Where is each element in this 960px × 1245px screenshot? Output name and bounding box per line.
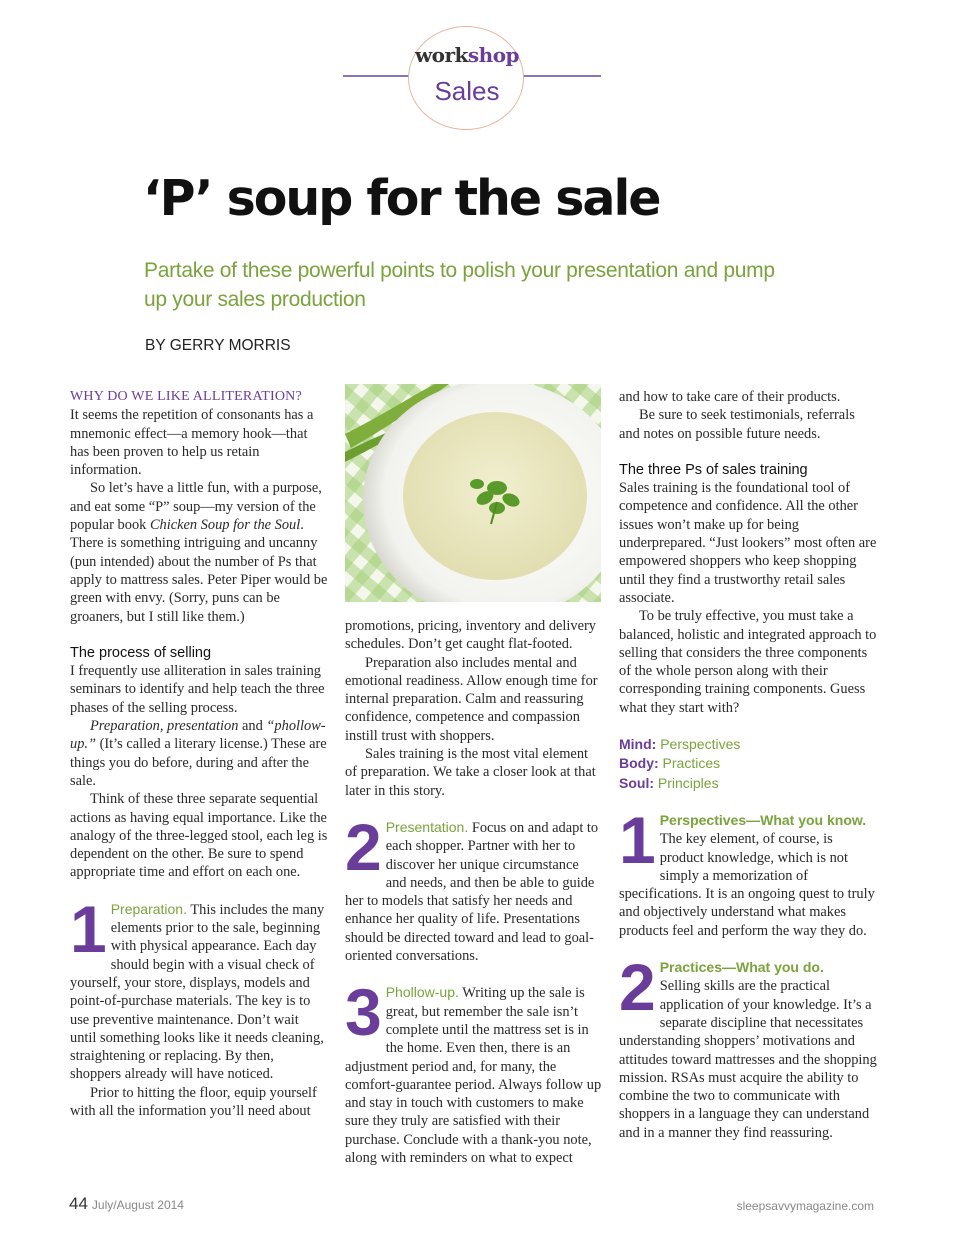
issue-date: July/August 2014 <box>91 1198 184 1212</box>
subhead-three-ps: The three Ps of sales training <box>619 461 808 478</box>
paragraph: It seems the repetition of consonants has a mnemonic effect—a memory hook—that has been proven to help us retain information. <box>70 407 314 479</box>
step-number: 2 <box>345 809 382 884</box>
subhead-process: The process of selling <box>70 644 212 661</box>
article-dek: Partake of these powerful points to polish your presentation and pump up your sales production <box>144 259 775 311</box>
kicker: WHY DO WE LIKE ALLITERATION? <box>70 389 302 404</box>
column-2 <box>345 388 603 1167</box>
paragraph: promotions, pricing, inventory and delivery schedules. Don’t get caught flat-footed. <box>345 618 596 653</box>
paragraph: To be truly effective, you must take a balanced, holistic and integrated approach to selling that considers the three components of the whole person along with their corresponding training components. Guess what they start with? <box>619 608 877 716</box>
body-line: Body: Practices <box>619 755 721 772</box>
numbered-section-perspectives: 1 Perspectives—What you know. The key element, of course, is product knowledge, which is not simply a memorization of specifications. It is an ongoing quest to truly and objectively understand what makes products feel and perform the way they do. <box>619 802 875 939</box>
step-number: 1 <box>619 802 656 877</box>
numbered-section-preparation: 1 Preparation. This includes the many elements prior to the sale, beginning with physical appearance. Each day should begin with a visual check of yourself, your store, displays, models and point-of-purchase materials. The key is to use preventive maintenance. Don’t wait until something looks like it needs cleaning, straightening or replacing. By then, shoppers already will have noticed. <box>70 891 325 1083</box>
article-title: ‘P’ soup for the sale <box>143 170 660 227</box>
website: sleepsavvymagazine.com <box>736 1199 874 1213</box>
paragraph: Preparation also includes mental and emotional readiness. Allow enough time for internal preparation. Calm and reassuring confidence, competence and compassion instill trust with shoppers. <box>345 654 598 744</box>
step-number: 1 <box>70 891 107 966</box>
paragraph: Preparation, presentation and “phollow-up.” (It’s called a literary license.) These are things you do before, during and after the sale. <box>70 718 327 789</box>
paragraph: Sales training is the most vital element of preparation. We take a closer look at that later in this story. <box>345 746 596 799</box>
paragraph: Sales training is the foundational tool of competence and confidence. All the other issues won’t make up for being underprepared. “Just lookers” most often are empowered shoppers who keep shopping until they find a trustworthy retail sales associate. <box>619 480 877 606</box>
paragraph: Think of these three separate sequential actions as having equal importance. Like the analogy of the three-legged stool, each leg is dependent on the other. Be sure to spend appropriate time and effort on each one. <box>70 791 328 881</box>
soup-bowl-photo <box>345 384 601 602</box>
numbered-section-presentation: 2 Presentation. Focus on and adapt to each shopper. Partner with her to discover her unique circumstance and needs, and then be able to guide her to models that satisfy her needs and enhance her quality of life. Presentations should be directed toward and lead to goal-oriented conversations. <box>345 809 599 965</box>
column-3 <box>619 388 877 1142</box>
byline: BY GERRY MORRIS <box>145 337 291 354</box>
step-number: 2 <box>619 950 656 1025</box>
folio <box>69 1194 184 1214</box>
page-number: 44 <box>69 1194 88 1213</box>
numbered-section-practices: 2 Practices—What you do. Selling skills are the practical application of your knowledge. It’s a separate discipline that necessitates understanding shoppers’ motivations and attitudes toward mattresses and the shopping mission. RSAs must acquire the ability to combine the two to communicate with shoppers in a language they can understand and in a manner they find reassuring. <box>619 950 877 1141</box>
paragraph: I frequently use alliteration in sales training seminars to identify and help teach the three phases of the selling process. <box>70 663 325 716</box>
paragraph: Be sure to seek testimonials, referrals and notes on possible future needs. <box>619 407 855 442</box>
soul-line: Soul: Principles <box>619 774 719 791</box>
step-number: 3 <box>345 975 382 1050</box>
mind-line: Mind: Perspectives <box>619 736 741 753</box>
department-label: workshop <box>414 43 520 67</box>
paragraph: So let’s have a little fun, with a purpose, and eat some “P” soup—my version of the popular book Chicken Soup for the Soul. There is something intriguing and uncanny (pun intended) about the number of Ps that apply to mattress sales. Peter Piper would be green with envy. (Sorry, puns can be groaners, but I still like them.) <box>70 480 328 625</box>
numbered-section-phollow-up: 3 Phollow-up. Writing up the sale is great, but remember the sale isn’t complete until the mattress set is in the home. Even then, there is an adjustment period and, for many, the comfort-guarantee period. Always follow up and stay in touch with customers to make sure they truly are satisfied with their purchase. Conclude with a thank-you note, along with reminders on what to expect <box>345 975 602 1167</box>
paragraph: Prior to hitting the floor, equip yourself with all the information you’ll need about <box>70 1084 317 1119</box>
paragraph: and how to take care of their products. <box>619 389 841 405</box>
column-1 <box>70 388 328 1120</box>
section-label: Sales <box>434 76 500 106</box>
